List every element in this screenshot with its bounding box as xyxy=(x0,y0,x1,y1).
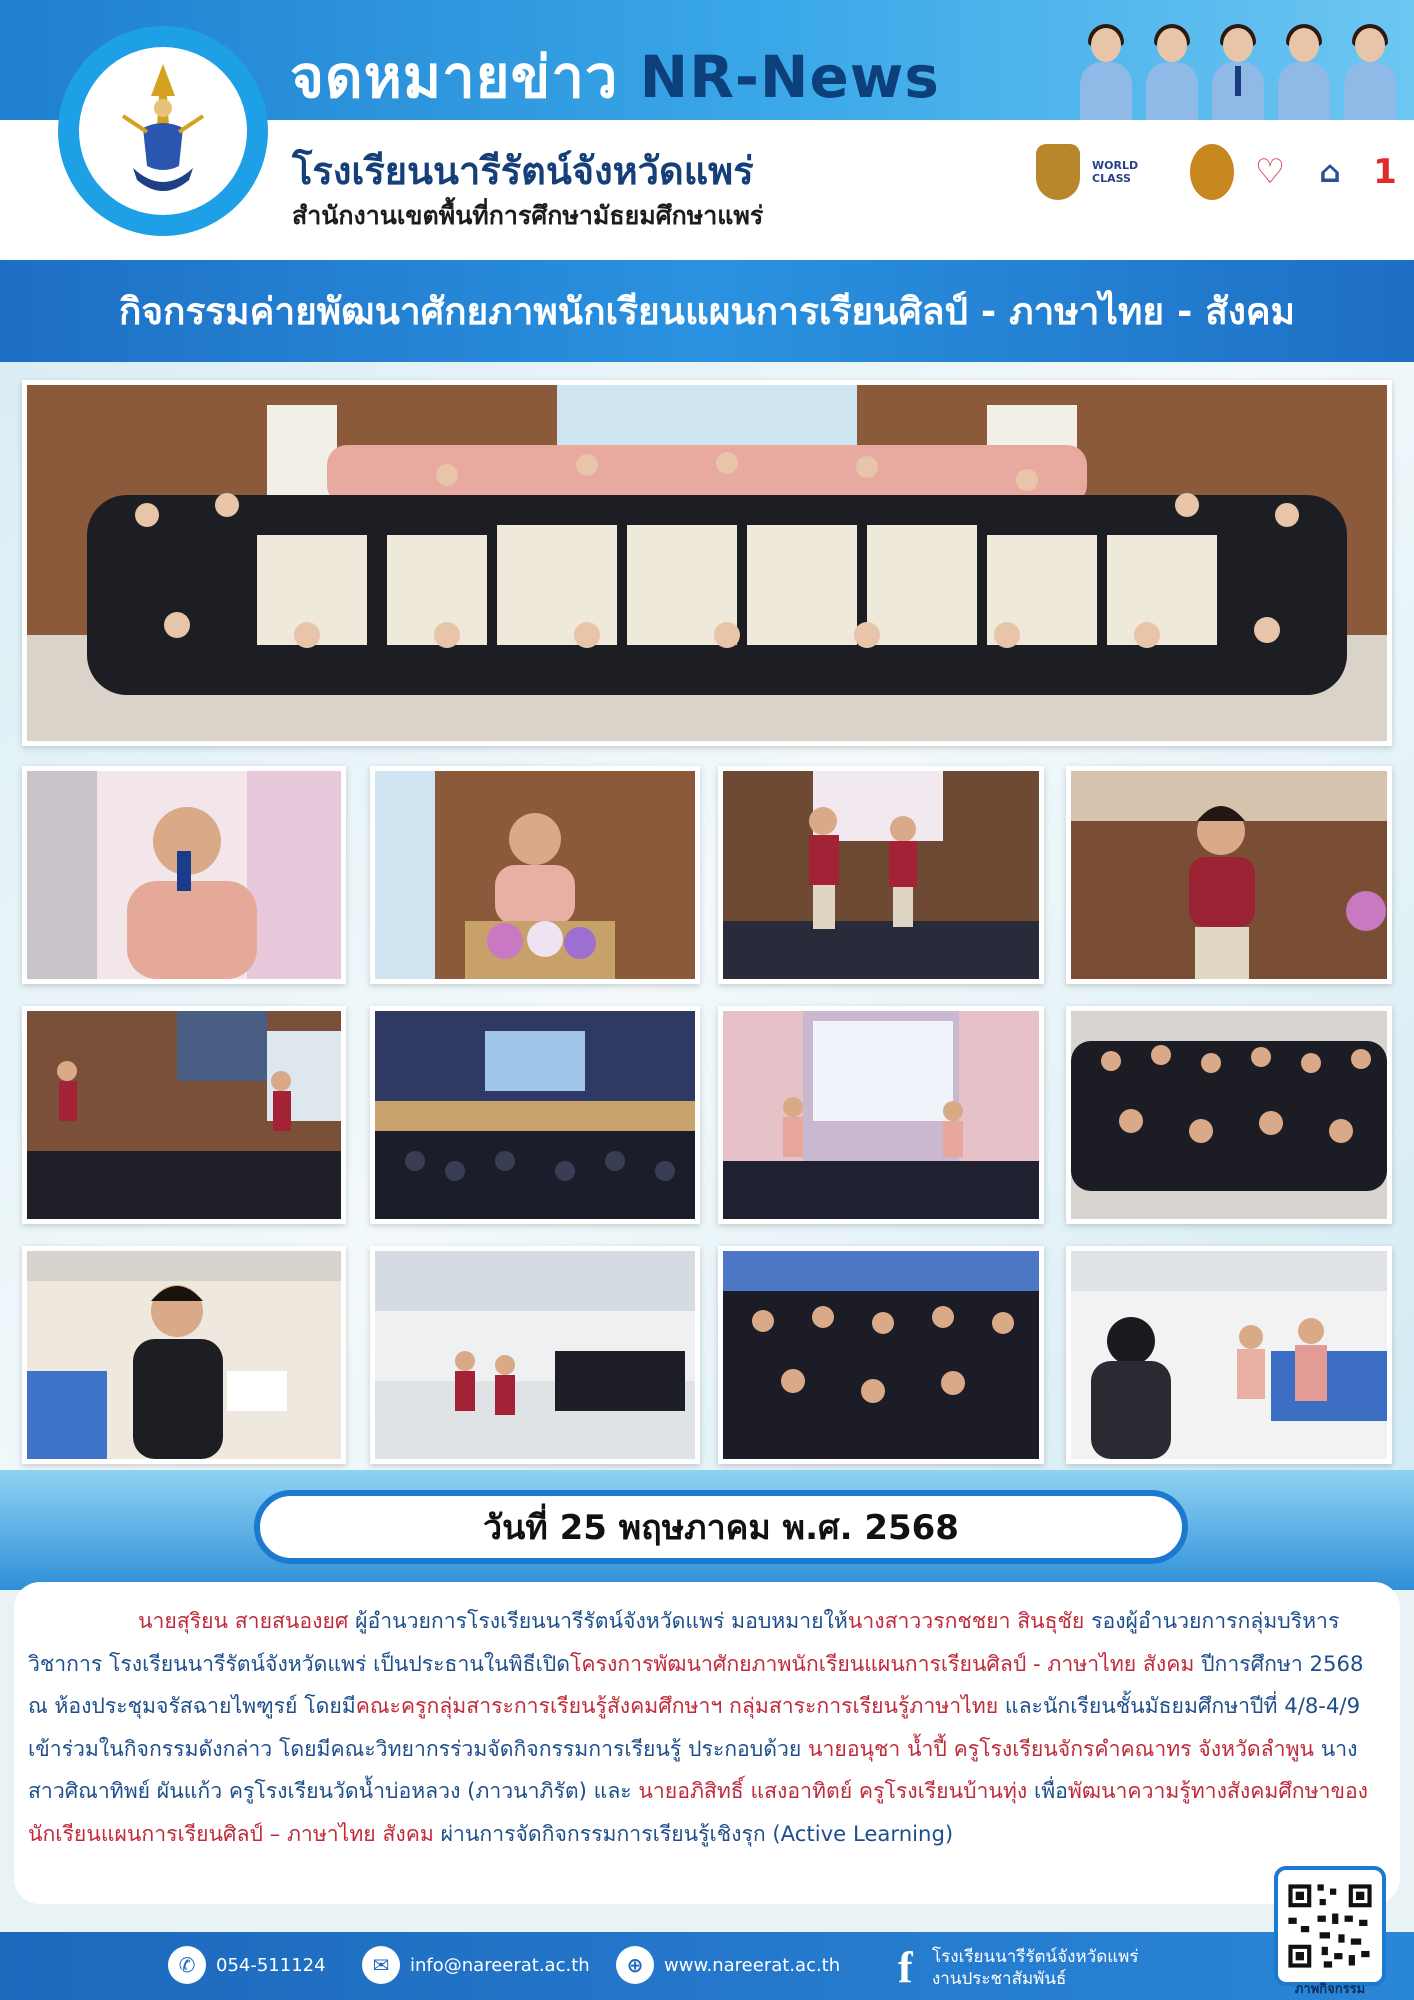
group-photo xyxy=(22,380,1392,746)
activity-title: กิจกรรมค่ายพัฒนาศักยภาพนักเรียนแผนการเรียนศิลป์ - ภาษาไทย - สังคม xyxy=(118,289,1296,333)
activity-photo-hall-floor xyxy=(370,1246,700,1464)
staff-portrait xyxy=(1208,22,1268,120)
badge-number-one-icon: 1 xyxy=(1366,144,1404,200)
badge-heart-icon: ♡ xyxy=(1246,144,1294,200)
qr-code[interactable] xyxy=(1274,1866,1386,1986)
school-logo xyxy=(58,26,268,236)
footer-phone[interactable]: ✆ 054-511124 xyxy=(168,1946,326,1984)
date-banner xyxy=(254,1490,1188,1564)
facebook-icon: f xyxy=(898,1943,913,1992)
newsletter-title: จดหมายข่าว NR-News xyxy=(290,43,940,111)
activity-photo-speakers-crowd xyxy=(1066,1246,1392,1464)
badge-obec-icon xyxy=(1036,144,1080,200)
school-name: โรงเรียนนารีรัตน์จังหวัดแพร่ xyxy=(292,149,754,193)
activity-photo-speaker-man xyxy=(22,766,346,984)
event-date: วันที่ 25 พฤษภาคม พ.ศ. 2568 xyxy=(483,1508,959,1548)
staff-portraits xyxy=(1070,22,1400,122)
activity-photo-woman-mic xyxy=(1066,766,1392,984)
footer-website[interactable]: ⊕ www.nareerat.ac.th xyxy=(616,1946,840,1984)
staff-portrait xyxy=(1340,22,1400,120)
activity-photo-two-presenters xyxy=(718,766,1044,984)
qr-code-icon xyxy=(1278,1870,1382,1982)
office-name: สำนักงานเขตพื้นที่การศึกษามัธยมศึกษาแพร่ xyxy=(292,201,764,230)
footer-facebook[interactable]: f โรงเรียนนารีรัตน์จังหวัดแพร่ งานประชาสัมพันธ์ xyxy=(898,1943,1139,1992)
staff-portrait xyxy=(1076,22,1136,120)
staff-portrait xyxy=(1274,22,1334,120)
school-emblem-icon xyxy=(103,56,223,206)
activity-photo-students-group xyxy=(718,1246,1044,1464)
mail-icon: ✉ xyxy=(362,1946,400,1984)
staff-portrait xyxy=(1142,22,1202,120)
activity-photo-presentation-screen xyxy=(718,1006,1044,1224)
badge-world-class-icon: WORLD CLASS xyxy=(1092,144,1178,200)
activity-title-bar xyxy=(0,260,1414,362)
partner-badges xyxy=(984,140,1404,204)
activity-photo-seated-students xyxy=(1066,1006,1392,1224)
activity-photo-podium-woman xyxy=(370,766,700,984)
badge-school-icon: ⌂ xyxy=(1306,144,1354,200)
activity-photo-student-speaking xyxy=(22,1246,346,1464)
footer-email[interactable]: ✉ info@nareerat.ac.th xyxy=(362,1946,590,1984)
news-body xyxy=(14,1582,1400,1904)
badge-seal-icon xyxy=(1190,144,1234,200)
activity-photo-hall-audience xyxy=(370,1006,700,1224)
activity-photo-stage-wide xyxy=(22,1006,346,1224)
qr-label: ภาพกิจกรรม xyxy=(1294,1982,1366,1997)
globe-icon: ⊕ xyxy=(616,1946,654,1984)
phone-icon: ✆ xyxy=(168,1946,206,1984)
news-paragraph: นายสุริยน สายสนองยศ ผู้อำนวยการโรงเรียนนารีรัตน์จังหวัดแพร่ มอบหมายให้นางสาววรกชชยา สินธุชัย รองผู้อำนวยการกลุ่มบริหารวิชาการ โรงเรียนนารีรัตน์จังหวัดแพร่ เป็นประธานในพิธีเปิดโครงการพัฒนาศักยภาพนักเรียนแผนการเรียนศิลป์ - ภาษาไทย สังคม ปีการศึกษา 2568 ณ ห้องประชุมจรัสฉายไพฑูรย์ โดยมีคณะครูกลุ่มสาระการเรียนรู้สังคมศึกษาฯ กลุ่มสาระการเรียนรู้ภาษาไทย และนักเรียนชั้นมัธยมศึกษาปีที่ 4/8-4/9 เข้าร่วมในกิจกรรมดังกล่าว โดยมีคณะวิทยากรร่วมจัดกิจกรรมการเรียนรู้ ประกอบด้วย นายอนุชา น้ำปี้ ครูโรงเรียนจักรคำคณาทร จังหวัดลำพูน นางสาวศิณาทิพย์ ผันแก้ว ครูโรงเรียนวัดน้ำบ่อหลวง (ภาวนาภิรัต) และ นายอภิสิทธิ์ แสงอาทิตย์ ครูโรงเรียนบ้านทุ่ง เพื่อพัฒนาความรู้ทางสังคมศึกษาของนักเรียนแผนการเรียนศิลป์ – ภาษาไทย สังคม ผ่านการจัดกิจกรรมการเรียนรู้เชิงรุก (Active Learning) xyxy=(28,1608,1369,1846)
